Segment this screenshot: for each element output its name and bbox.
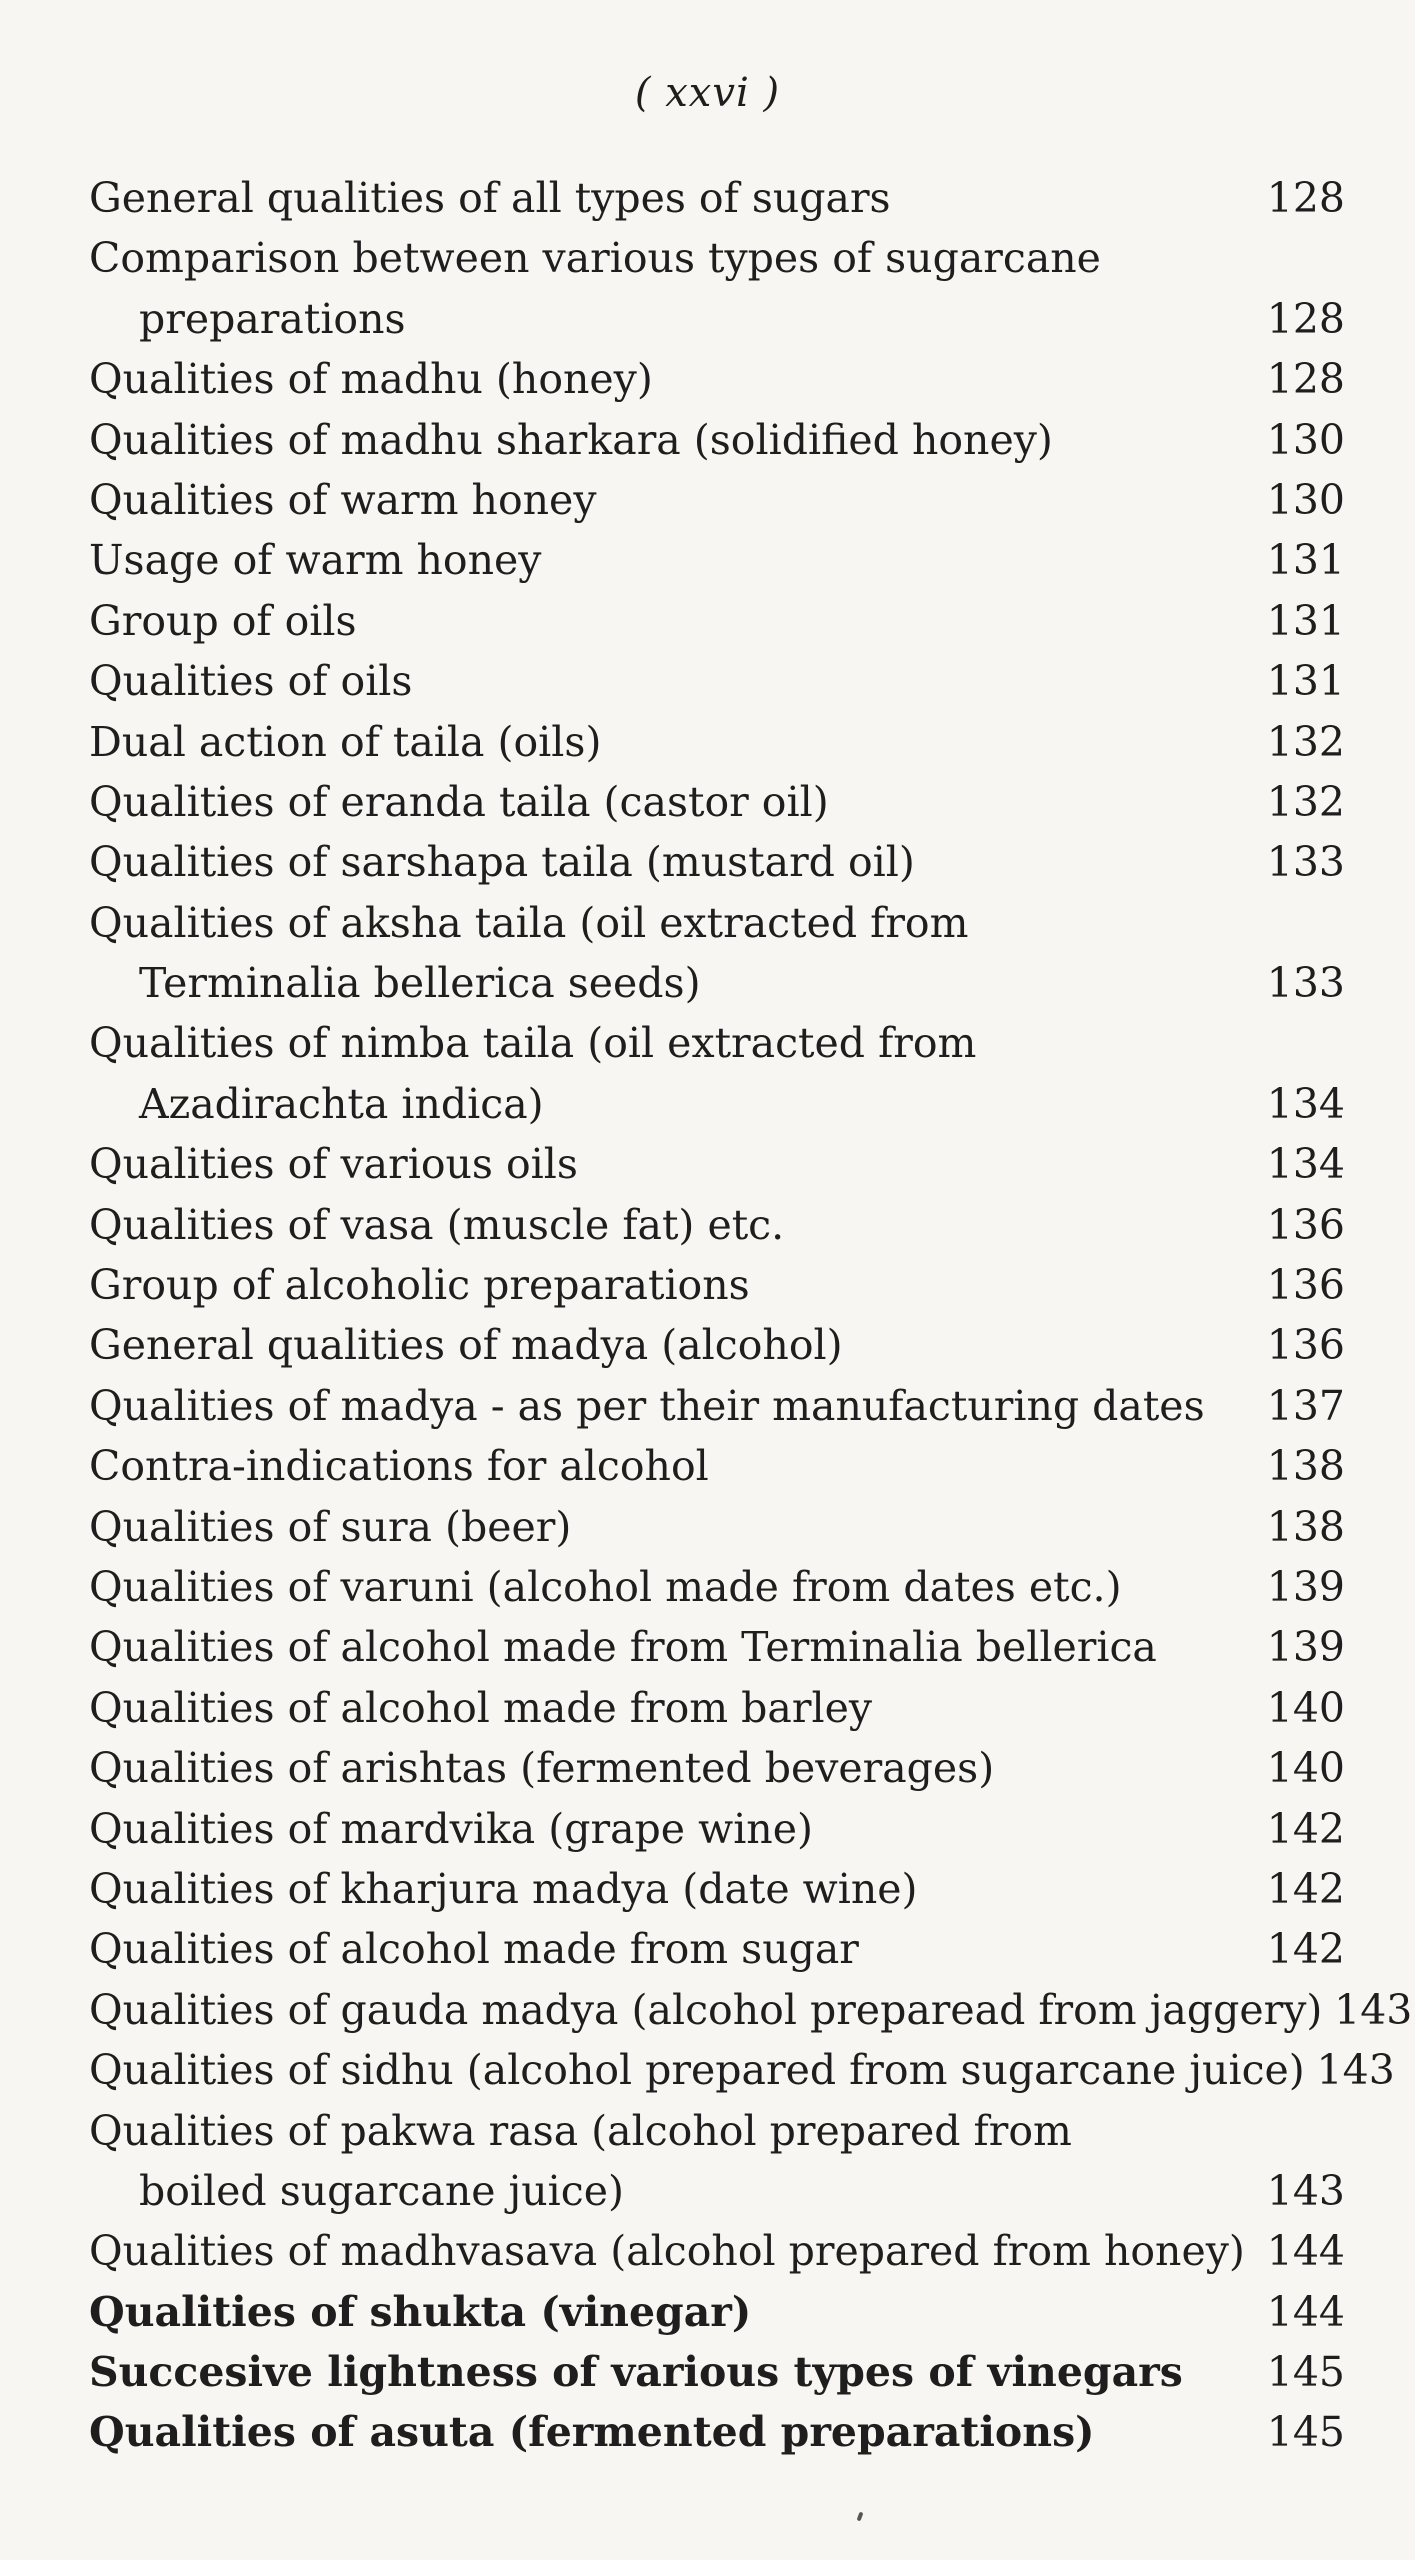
toc-line [89, 772, 1345, 832]
toc-entry-title: Qualities of madhu sharkara (solidified honey) [89, 415, 1053, 464]
toc-entry-title: Qualities of asuta (fermented preparations) [89, 2408, 1095, 2457]
toc-entry-title: Usage of warm honey [89, 536, 542, 585]
toc-page-number: 142 [1266, 1804, 1345, 1853]
toc-page-number: 144 [1266, 2287, 1345, 2336]
toc-page-number: 128 [1266, 174, 1345, 222]
toc-line [89, 289, 1345, 349]
toc-entry [89, 1195, 1345, 1255]
toc-entry-title: Azadirachta indica) [139, 1079, 544, 1128]
toc-entry [89, 1013, 1345, 1134]
toc-entry [89, 772, 1345, 832]
toc-entry-title: Group of oils [89, 596, 357, 645]
toc-page-number: 142 [1266, 1925, 1345, 1974]
toc-page-number: 144 [1266, 2227, 1345, 2276]
toc-line [89, 1436, 1345, 1496]
toc-page-number: 133 [1266, 838, 1345, 887]
toc-entry-title: Qualities of alcohol made from barley [89, 1683, 873, 1732]
toc-page-number: 139 [1266, 1562, 1345, 1611]
toc-entry [89, 1436, 1345, 1496]
toc-line [89, 410, 1345, 470]
toc-entry [89, 168, 1345, 228]
toc-page-number: 136 [1266, 1200, 1345, 1249]
toc-entry-title: Qualities of nimba taila (oil extracted from [89, 1019, 977, 1068]
toc-line [89, 2221, 1345, 2281]
toc-entry [89, 893, 1345, 1014]
toc-line [89, 893, 1345, 953]
toc-line [89, 712, 1345, 772]
toc-page-number: 137 [1266, 1381, 1345, 1430]
toc-line [89, 1617, 1345, 1677]
toc-line [89, 1557, 1345, 1617]
toc-page-number: 132 [1266, 777, 1345, 826]
toc-page-number: 140 [1266, 1683, 1345, 1732]
toc-entry-title: Qualities of mardvika (grape wine) [89, 1804, 813, 1853]
toc-line [89, 1859, 1345, 1919]
toc-line [89, 1919, 1345, 1979]
toc-line [89, 2402, 1345, 2462]
toc-line [89, 1376, 1345, 1436]
toc-entry-title: Qualities of eranda taila (castor oil) [89, 777, 829, 826]
toc-page-number: 145 [1266, 2348, 1345, 2397]
toc-line [89, 530, 1345, 590]
toc-entry-title: boiled sugarcane juice) [139, 2166, 624, 2215]
toc-line [89, 1678, 1345, 1738]
ink-speck [857, 2512, 864, 2522]
toc-entry-title: Qualities of madhu (honey) [89, 355, 653, 404]
toc-entry [89, 591, 1345, 651]
toc-page-number: 131 [1266, 596, 1345, 645]
toc-line [89, 1497, 1345, 1557]
toc-entry-title: Qualities of madhvasava (alcohol prepared from honey) [89, 2227, 1245, 2276]
toc-page-number: 134 [1266, 1079, 1345, 1128]
toc-page-number: 131 [1266, 536, 1345, 585]
toc-entry [89, 1799, 1345, 1859]
toc-entry [89, 530, 1345, 590]
toc-page-number: 138 [1266, 1502, 1345, 1551]
toc-entry-title: Qualities of sidhu (alcohol prepared from sugarcane juice) [89, 2046, 1305, 2095]
toc-entry [89, 349, 1345, 409]
toc-entry-title: Succesive lightness of various types of vinegars [89, 2348, 1183, 2397]
toc-entry [89, 1617, 1345, 1677]
toc-entry [89, 228, 1345, 349]
table-of-contents [89, 168, 1413, 2463]
toc-page-number: 133 [1266, 959, 1345, 1008]
toc-entry-title: General qualities of all types of sugars [89, 174, 891, 222]
toc-line [89, 2342, 1345, 2402]
toc-entry-title: Qualities of gauda madya (alcohol preparead from jaggery) [89, 1985, 1323, 2034]
toc-page-number: 132 [1266, 717, 1345, 766]
toc-entry-title: Qualities of warm honey [89, 475, 597, 524]
toc-entry-title: Qualities of arishtas (fermented beverages) [89, 1744, 995, 1793]
toc-entry-title: Qualities of vasa (muscle fat) etc. [89, 1200, 785, 1249]
toc-line [89, 2101, 1345, 2161]
toc-entry [89, 1859, 1345, 1919]
toc-line [89, 1980, 1413, 2040]
toc-line [89, 832, 1345, 892]
toc-entry [89, 832, 1345, 892]
toc-page-number: 143 [1266, 2166, 1345, 2215]
toc-entry-title: Terminalia bellerica seeds) [139, 959, 701, 1008]
toc-line [89, 2040, 1395, 2100]
toc-entry [89, 1255, 1345, 1315]
toc-page-number: 139 [1266, 1623, 1345, 1672]
toc-line [89, 1255, 1345, 1315]
toc-line [89, 1738, 1345, 1798]
toc-entry [89, 2402, 1345, 2462]
toc-entry [89, 1678, 1345, 1738]
toc-entry-title: Qualities of sarshapa taila (mustard oil) [89, 838, 915, 887]
toc-line [89, 651, 1345, 711]
toc-page-number: 134 [1266, 1140, 1345, 1189]
toc-entry-title: Qualities of madya - as per their manufacturing dates [89, 1381, 1205, 1430]
toc-line [89, 470, 1345, 530]
toc-entry-title: Qualities of aksha taila (oil extracted from [89, 898, 969, 947]
toc-line [89, 228, 1345, 288]
toc-line [89, 349, 1345, 409]
toc-entry-title: Group of alcoholic preparations [89, 1261, 750, 1310]
toc-page-number: 142 [1266, 1864, 1345, 1913]
toc-entry [89, 1134, 1345, 1194]
toc-entry [89, 1738, 1345, 1798]
toc-entry-title: Qualities of alcohol made from sugar [89, 1925, 859, 1974]
toc-entry-title: Qualities of shukta (vinegar) [89, 2287, 752, 2336]
toc-line [89, 1799, 1345, 1859]
toc-page-number: 140 [1266, 1744, 1345, 1793]
toc-entry-title: Contra-indications for alcohol [89, 1442, 709, 1491]
toc-page-number: 130 [1266, 475, 1345, 524]
toc-entry [89, 1315, 1345, 1375]
toc-entry [89, 1980, 1413, 2040]
toc-entry-title: Qualities of various oils [89, 1140, 578, 1189]
toc-page-number: 145 [1266, 2408, 1345, 2457]
toc-line [89, 591, 1345, 651]
toc-entry [89, 470, 1345, 530]
toc-line [89, 168, 1345, 228]
toc-line [89, 1074, 1345, 1134]
toc-entry [89, 1376, 1345, 1436]
toc-page-number: 128 [1266, 355, 1345, 404]
toc-entry [89, 1497, 1345, 1557]
toc-entry [89, 2342, 1345, 2402]
toc-line [89, 953, 1345, 1013]
toc-page-number: 130 [1266, 415, 1345, 464]
page-number: ( xxvi ) [634, 70, 781, 116]
toc-line [89, 1195, 1345, 1255]
toc-line [89, 1013, 1345, 1073]
toc-entry [89, 2282, 1345, 2342]
toc-page-number: 136 [1266, 1321, 1345, 1370]
toc-page-number: 138 [1266, 1442, 1345, 1491]
toc-entry-title: Qualities of varuni (alcohol made from dates etc.) [89, 1562, 1122, 1611]
toc-entry-title: Qualities of kharjura madya (date wine) [89, 1864, 918, 1913]
toc-entry [89, 712, 1345, 772]
toc-entry-title: Qualities of oils [89, 657, 413, 706]
toc-entry [89, 2040, 1395, 2100]
toc-entry-title: preparations [139, 294, 406, 343]
toc-line [89, 2161, 1345, 2221]
toc-entry [89, 410, 1345, 470]
toc-page-number: 143 [1334, 1985, 1413, 2034]
toc-page-number: 143 [1316, 2046, 1395, 2095]
toc-entry-title: Qualities of sura (beer) [89, 1502, 572, 1551]
toc-page-number: 136 [1266, 1261, 1345, 1310]
toc-entry [89, 1557, 1345, 1617]
toc-entry-title: Dual action of taila (oils) [89, 717, 602, 766]
toc-entry-title: Qualities of pakwa rasa (alcohol prepared from [89, 2106, 1072, 2155]
toc-entry [89, 1919, 1345, 1979]
toc-entry [89, 651, 1345, 711]
toc-entry-title: General qualities of madya (alcohol) [89, 1321, 843, 1370]
toc-line [89, 2282, 1345, 2342]
toc-line [89, 1134, 1345, 1194]
toc-line [89, 1315, 1345, 1375]
toc-entry-title: Comparison between various types of sugarcane [89, 234, 1101, 283]
toc-page-number: 131 [1266, 657, 1345, 706]
toc-entry-title: Qualities of alcohol made from Terminalia bellerica [89, 1623, 1157, 1672]
toc-entry [89, 2221, 1345, 2281]
toc-page-number: 128 [1266, 294, 1345, 343]
toc-entry [89, 2101, 1345, 2222]
